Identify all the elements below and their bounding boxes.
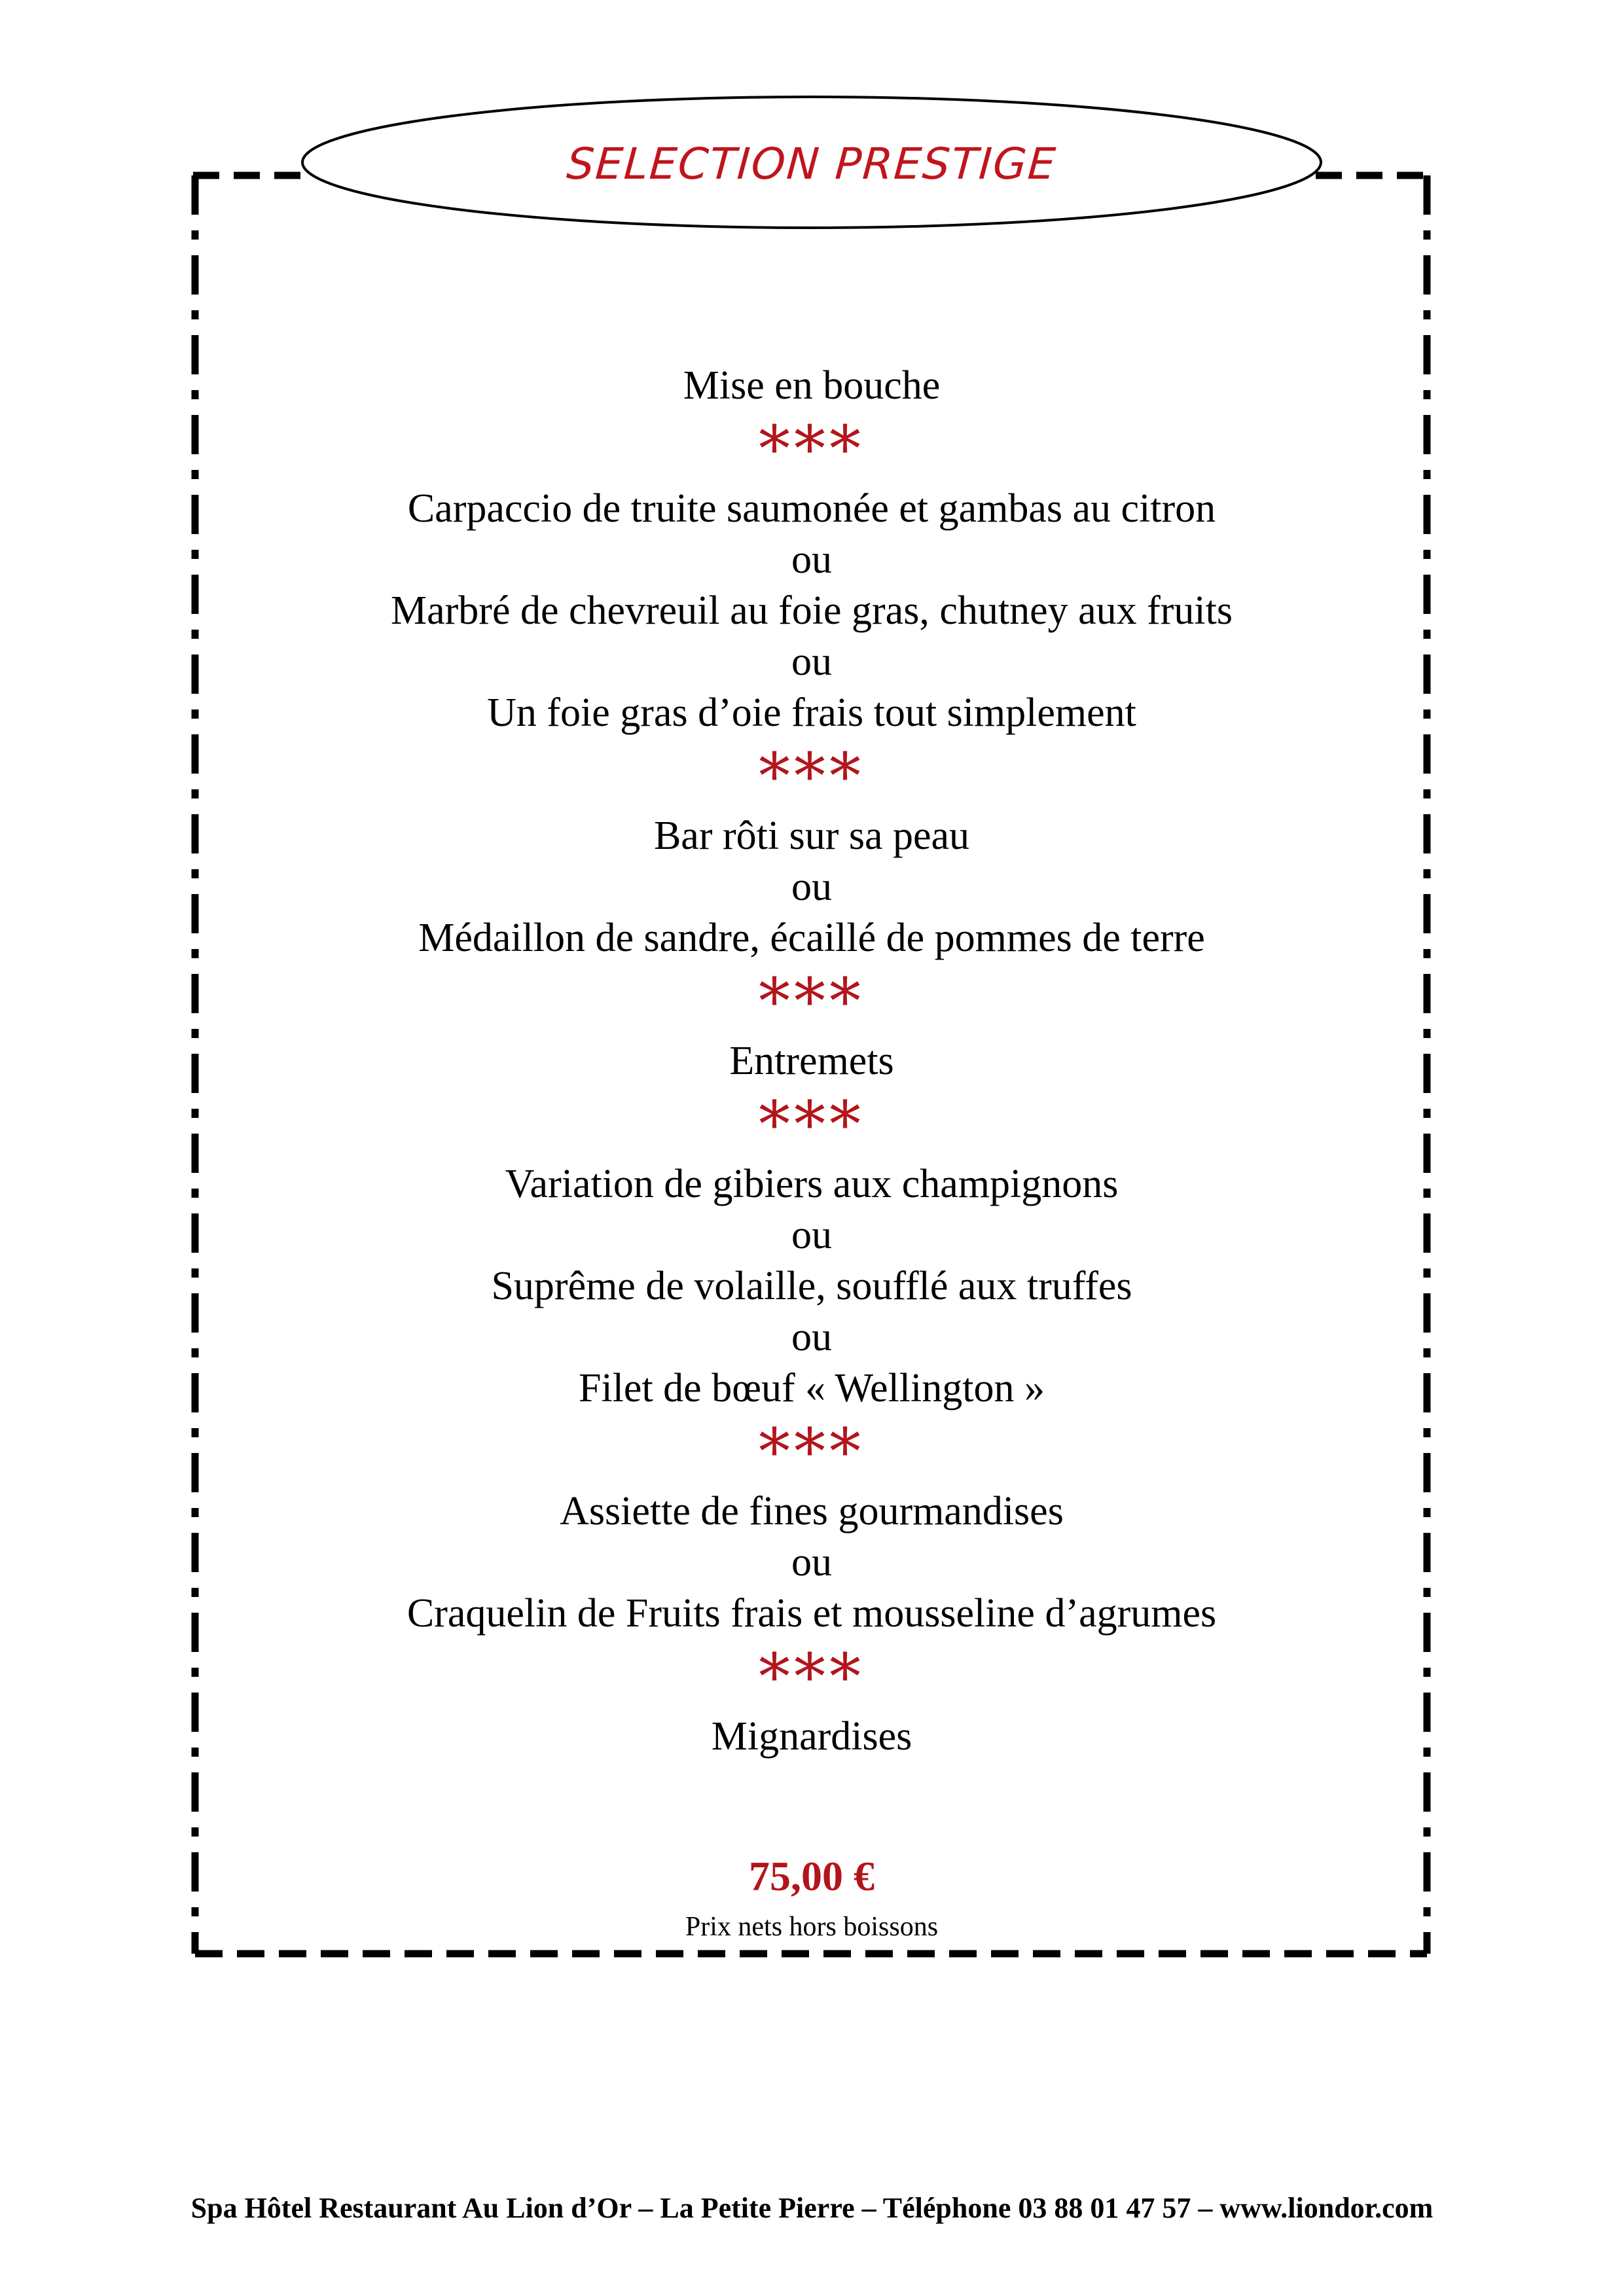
menu-item: Bar rôti sur sa peau <box>653 814 970 858</box>
menu-item: Suprême de volaille, soufflé aux truffes <box>491 1264 1132 1308</box>
price-note: Prix nets hors boissons <box>685 1912 939 1942</box>
menu-item: Mise en bouche <box>683 363 941 408</box>
menu-item: Variation de gibiers aux champignons <box>505 1162 1119 1206</box>
menu-title: SELECTION PRESTIGE <box>565 138 1058 189</box>
menu-courses <box>196 347 1427 1762</box>
course-separator: *** <box>759 1415 865 1488</box>
menu-item-or: ou <box>791 537 832 582</box>
menu-item-or: ou <box>791 639 832 684</box>
menu-item-or: ou <box>791 1213 832 1257</box>
menu-item-or: ou <box>791 865 832 909</box>
menu-item: Mignardises <box>711 1714 912 1759</box>
menu-item: Un foie gras d’oie frais tout simplement <box>487 691 1136 735</box>
course-separator: *** <box>759 1088 865 1161</box>
menu-item: Carpaccio de truite saumonée et gambas au citron <box>407 486 1216 531</box>
course-separator: *** <box>759 740 865 813</box>
menu-item: Craquelin de Fruits frais et mousseline d’agrumes <box>406 1591 1217 1636</box>
menu-item: Entremets <box>729 1039 894 1083</box>
menu-price: 75,00 € <box>749 1853 875 1899</box>
footer-contact: Spa Hôtel Restaurant Au Lion d’Or – La Petite Pierre – Téléphone 03 88 01 47 57 – www.liondor.com <box>190 2192 1434 2224</box>
menu-item-or: ou <box>791 1315 832 1359</box>
course-separator: *** <box>759 412 865 486</box>
menu-item: Médaillon de sandre, écaillé de pommes de terre <box>418 916 1205 960</box>
course-separator: *** <box>759 1640 865 1713</box>
menu-item: Assiette de fines gourmandises <box>560 1489 1064 1534</box>
course-separator: *** <box>759 965 865 1038</box>
menu-item: Filet de bœuf « Wellington » <box>579 1366 1045 1410</box>
menu-item-or: ou <box>791 1540 832 1585</box>
menu-item: Marbré de chevreuil au foie gras, chutney aux fruits <box>391 588 1233 633</box>
